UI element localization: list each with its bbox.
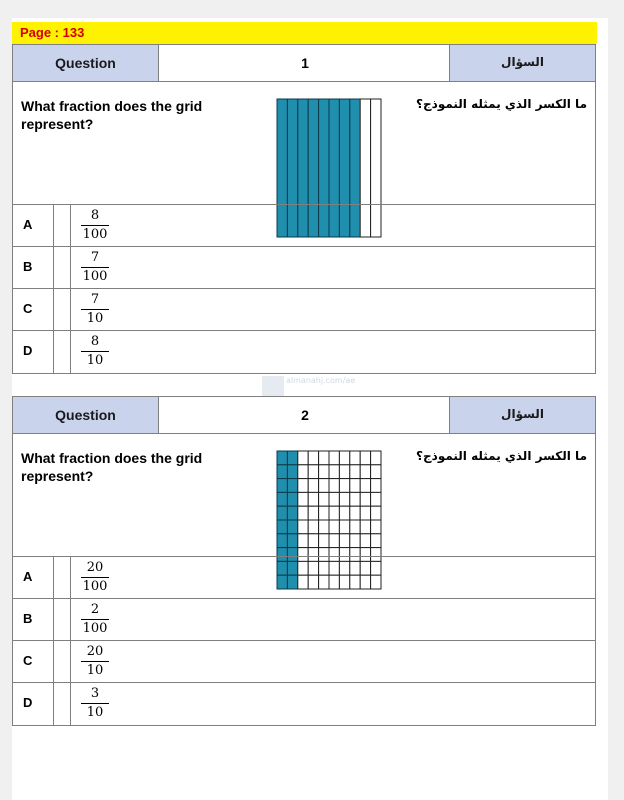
question-header-label-cell: Question (13, 45, 159, 81)
fraction-numerator: 2 (90, 602, 100, 617)
grid-cell-shaded (287, 465, 297, 479)
choice-letter-cell (13, 247, 53, 288)
grid-cell-shaded (287, 520, 297, 534)
question-header-label-cell: Question (13, 397, 159, 433)
fraction-denominator: 10 (86, 663, 104, 678)
choice-row-c[interactable] (13, 641, 595, 683)
grid-cell (339, 492, 349, 506)
grid-cell-shaded (287, 492, 297, 506)
fraction-denominator: 100 (82, 579, 108, 594)
choice-row-a[interactable] (13, 557, 595, 599)
question-header-arabic-cell: السؤال (449, 45, 595, 81)
fraction (81, 686, 109, 721)
fraction-numerator: 3 (90, 686, 100, 701)
grid-cell (319, 534, 329, 548)
grid-cell (371, 520, 381, 534)
fraction-bar (81, 351, 109, 352)
grid-cell (329, 492, 339, 506)
fraction-numerator: 8 (90, 334, 100, 349)
fraction (81, 602, 109, 637)
grid-cell (308, 520, 318, 534)
fraction (81, 292, 109, 327)
answer-choices (13, 556, 595, 725)
grid-cell (329, 479, 339, 493)
grid-cell (298, 492, 308, 506)
grid-cell (350, 465, 360, 479)
grid-cell (298, 465, 308, 479)
choice-letter: A (23, 569, 33, 584)
fraction-denominator: 10 (86, 353, 104, 368)
grid-cell (298, 506, 308, 520)
grid-cell (371, 492, 381, 506)
choice-letter: C (23, 653, 33, 668)
watermark-url: almanahj.com/ae (286, 376, 356, 385)
grid-cell (308, 506, 318, 520)
grid-cell (329, 506, 339, 520)
fraction-bar (81, 309, 109, 310)
grid-cell (329, 534, 339, 548)
fraction-numerator: 7 (90, 292, 100, 307)
grid-cell (339, 479, 349, 493)
choice-checkbox[interactable] (53, 599, 71, 640)
choice-row-c[interactable] (13, 289, 595, 331)
grid-cell (319, 492, 329, 506)
fraction-numerator: 20 (86, 644, 104, 659)
page-banner (12, 22, 597, 44)
grid-cell-shaded (277, 506, 287, 520)
grid-cell-shaded (277, 534, 287, 548)
grid-cell (308, 479, 318, 493)
question-number: 2 (301, 407, 309, 423)
grid-cell (298, 451, 308, 465)
fraction-numerator: 20 (86, 560, 104, 575)
grid-cell (350, 506, 360, 520)
fraction-numerator: 8 (90, 208, 100, 223)
grid-cell (350, 451, 360, 465)
grid-cell (339, 534, 349, 548)
choice-letter-cell (13, 683, 53, 725)
grid-cell (308, 451, 318, 465)
choice-checkbox[interactable] (53, 247, 71, 288)
grid-cell (339, 520, 349, 534)
grid-cell (360, 534, 370, 548)
fraction-bar (81, 661, 109, 662)
fraction-bar (81, 225, 109, 226)
choice-row-b[interactable] (13, 599, 595, 641)
fraction (81, 334, 109, 369)
grid-cell (360, 465, 370, 479)
watermark-logo-icon (262, 376, 284, 398)
grid-cell-shaded (287, 451, 297, 465)
question-number: 1 (301, 55, 309, 71)
fraction-denominator: 10 (86, 705, 104, 720)
grid-cell (360, 451, 370, 465)
grid-cell (308, 492, 318, 506)
grid-cell (319, 479, 329, 493)
question-header-arabic-cell: السؤال (449, 397, 595, 433)
grid-cell (329, 520, 339, 534)
grid-cell (350, 479, 360, 493)
grid-cell (308, 465, 318, 479)
fraction (81, 250, 109, 285)
grid-cell (319, 506, 329, 520)
choice-checkbox[interactable] (53, 289, 71, 330)
choice-letter: D (23, 695, 33, 710)
fraction-bar (81, 267, 109, 268)
fraction (81, 208, 109, 243)
grid-cell (339, 451, 349, 465)
page-number-label: Page : 133 (20, 25, 85, 40)
grid-cell (360, 479, 370, 493)
fraction-denominator: 10 (86, 311, 104, 326)
question-card-1 (12, 44, 596, 374)
choice-letter-cell (13, 557, 53, 598)
grid-cell (371, 451, 381, 465)
fraction-bar (81, 577, 109, 578)
fraction (81, 644, 109, 679)
grid-cell (360, 520, 370, 534)
grid-cell-shaded (277, 479, 287, 493)
choice-letter-cell (13, 641, 53, 682)
grid-cell-shaded (287, 479, 297, 493)
question-text-english: What fraction does the grid represent? (21, 98, 203, 132)
choice-checkbox[interactable] (53, 557, 71, 598)
choice-checkbox[interactable] (53, 641, 71, 682)
grid-cell-shaded (277, 520, 287, 534)
choice-row-a[interactable] (13, 205, 595, 247)
question-number-cell (159, 45, 451, 81)
grid-cell (298, 520, 308, 534)
choice-letter-cell (13, 205, 53, 246)
grid-cell (350, 520, 360, 534)
choice-letter-cell (13, 599, 53, 640)
choice-row-b[interactable] (13, 247, 595, 289)
question-text-arabic: ما الكسر الذي يمثله النموذج؟ (416, 449, 587, 463)
choice-checkbox[interactable] (53, 205, 71, 246)
fraction (81, 560, 109, 595)
divider (13, 433, 595, 434)
question-text-arabic: ما الكسر الذي يمثله النموذج؟ (416, 97, 587, 111)
choice-checkbox[interactable] (53, 683, 71, 725)
choice-letter: C (23, 301, 33, 316)
grid-cell (308, 534, 318, 548)
grid-cell-shaded (287, 506, 297, 520)
grid-cell (329, 465, 339, 479)
grid-cell-shaded (277, 451, 287, 465)
grid-cell (339, 506, 349, 520)
grid-cell (371, 506, 381, 520)
grid-cell (371, 465, 381, 479)
divider (13, 81, 595, 82)
choice-letter: B (23, 611, 33, 626)
fraction-denominator: 100 (82, 621, 108, 636)
grid-cell (339, 465, 349, 479)
fraction-denominator: 100 (82, 269, 108, 284)
grid-cell (350, 534, 360, 548)
question-number-cell (159, 397, 451, 433)
grid-cell-shaded (277, 492, 287, 506)
choice-letter: B (23, 259, 33, 274)
answer-choices (13, 204, 595, 373)
choice-checkbox[interactable] (53, 331, 71, 373)
grid-cell (360, 492, 370, 506)
grid-cell (319, 451, 329, 465)
grid-cell (360, 506, 370, 520)
grid-cell (329, 451, 339, 465)
fraction-denominator: 100 (82, 227, 108, 242)
fraction-bar (81, 703, 109, 704)
grid-cell-shaded (277, 465, 287, 479)
grid-cell (371, 479, 381, 493)
choice-letter-cell (13, 331, 53, 373)
choice-letter: A (23, 217, 33, 232)
grid-cell (350, 492, 360, 506)
grid-cell (298, 534, 308, 548)
question-card-2 (12, 396, 596, 726)
fraction-bar (81, 619, 109, 620)
choice-row-d[interactable] (13, 683, 595, 725)
grid-cell (319, 465, 329, 479)
choice-letter: D (23, 343, 33, 358)
fraction-numerator: 7 (90, 250, 100, 265)
question-header (13, 397, 595, 433)
grid-cell (371, 534, 381, 548)
grid-cell (319, 520, 329, 534)
grid-cell (298, 479, 308, 493)
grid-cell-shaded (287, 534, 297, 548)
question-text-english: What fraction does the grid represent? (21, 450, 203, 484)
choice-letter-cell (13, 289, 53, 330)
choice-row-d[interactable] (13, 331, 595, 373)
question-header (13, 45, 595, 81)
